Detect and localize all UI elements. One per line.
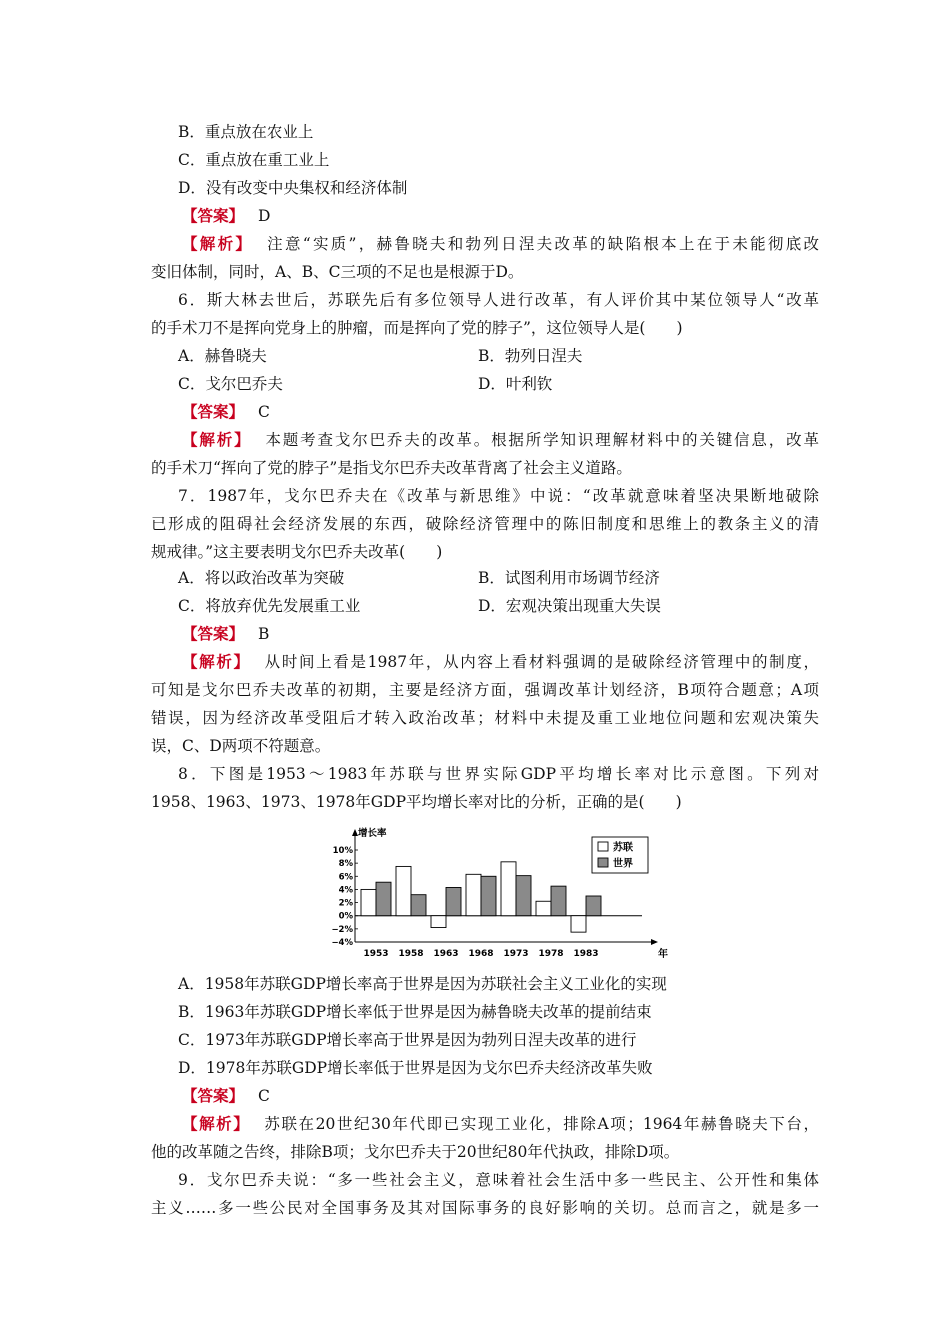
q8-option-d: D．1978年苏联GDP增长率低于世界是因为戈尔巴乔夫经济改革失败	[178, 1059, 653, 1077]
analysis-tag: 【解析】	[182, 652, 251, 671]
answer-tag: 【答案】	[182, 624, 245, 643]
bar-soviet	[501, 862, 516, 916]
q7-stem-line: 已形成的阻碍社会经济发展的东西，破除经济管理中的陈旧制度和思维上的教条主义的清	[151, 515, 819, 533]
y-tick-label: 4%	[338, 885, 353, 896]
q6-option-c: C．戈尔巴乔夫	[178, 375, 283, 393]
answer-tag: 【答案】	[182, 206, 245, 225]
y-tick-label: 6%	[338, 872, 353, 883]
x-axis-label: 年	[658, 949, 668, 960]
analysis-text: 苏联在20世纪30年代即已实现工业化，排除A项；1964年赫鲁晓夫下台，	[264, 1115, 819, 1133]
q7-stem-line: 7．1987年，戈尔巴乔夫在《改革与新思维》中说：“改革就意味着坚决果断地破除	[178, 487, 819, 505]
q7-analysis-line: 错误，因为经济改革受阻后才转入政治改革；材料中未提及重工业地位问题和宏观决策失	[151, 709, 819, 727]
x-tick-label: 1953	[363, 949, 389, 959]
bar-world	[586, 896, 601, 916]
bar-world	[516, 876, 531, 916]
answer-tag: 【答案】	[182, 1086, 245, 1105]
legend-label-world: 世界	[613, 858, 633, 870]
answer-value: C	[258, 1087, 270, 1105]
legend-label-soviet: 苏联	[613, 842, 633, 854]
q9-stem-line: 9．戈尔巴乔夫说：“多一些社会主义，意味着社会生活中多一些民主、公开性和集体	[178, 1171, 819, 1189]
y-tick-label: 8%	[338, 859, 353, 870]
bar-world	[446, 887, 461, 915]
q8-option-a: A．1958年苏联GDP增长率高于世界是因为苏联社会主义工业化的实现	[178, 975, 667, 993]
q6-option-a: A．赫鲁晓夫	[178, 347, 267, 365]
x-axis-arrow	[651, 939, 658, 945]
q5-answer	[182, 205, 270, 227]
q7-stem-line: 规戒律。”这主要表明戈尔巴乔夫改革( )	[151, 543, 443, 561]
analysis-tag: 【解析】	[182, 1114, 251, 1133]
q5-analysis-line: 变旧体制，同时，A、B、C三项的不足也是根源于D。	[151, 263, 524, 281]
q6-option-d: D．叶利钦	[478, 375, 553, 393]
q5-option-d: D．没有改变中央集权和经济体制	[178, 179, 408, 197]
q6-analysis-line	[182, 429, 819, 451]
y-tick-label: −4%	[331, 938, 353, 948]
q7-answer	[182, 623, 269, 645]
q7-option-b: B．试图利用市场调节经济	[478, 569, 660, 587]
q8-stem-line: 8．下图是1953～1983年苏联与世界实际GDP平均增长率对比示意图。下列对	[178, 765, 819, 783]
q5-option-c: C．重点放在重工业上	[178, 151, 330, 169]
q5-analysis-line	[182, 233, 819, 255]
bar-soviet	[361, 889, 376, 915]
gdp-growth-chart	[320, 820, 668, 960]
x-tick-label: 1978	[538, 949, 564, 959]
analysis-text: 从时间上看是1987年，从内容上看材料强调的是破除经济管理中的制度，	[264, 653, 819, 671]
q6-stem-line: 的手术刀不是挥向党身上的肿瘤，而是挥向了党的脖子”，这位领导人是( )	[151, 319, 683, 337]
bar-soviet	[396, 866, 411, 915]
answer-value: D	[258, 207, 271, 225]
bar-world	[411, 895, 426, 916]
q8-option-c: C．1973年苏联GDP增长率高于世界是因为勃列日涅夫改革的进行	[178, 1031, 637, 1049]
analysis-text: 本题考查戈尔巴乔夫的改革。根据所学知识理解材料中的关键信息，改革	[265, 431, 819, 449]
q6-option-b: B．勃列日涅夫	[478, 347, 583, 365]
q9-stem-line: 主义……多一些公民对全国事务及其对国际事务的良好影响的关切。总而言之，就是多一	[151, 1199, 819, 1217]
bar-soviet	[536, 901, 551, 915]
q7-analysis-line: 误，C、D两项不符题意。	[151, 737, 331, 755]
analysis-tag: 【解析】	[182, 234, 254, 253]
q7-analysis-line	[182, 651, 819, 673]
answer-value: B	[258, 625, 270, 643]
q8-answer	[182, 1085, 270, 1107]
bar-world	[481, 876, 496, 915]
bar-soviet	[571, 916, 586, 932]
x-tick-label: 1958	[398, 949, 424, 959]
q6-answer	[182, 401, 270, 423]
q7-option-c: C．将放弃优先发展重工业	[178, 597, 361, 615]
q8-stem-line: 1958、1963、1973、1978年GDP平均增长率对比的分析，正确的是( )	[151, 793, 682, 811]
bar-soviet	[466, 874, 481, 915]
x-tick-label: 1983	[573, 949, 599, 959]
q8-analysis-line: 他的改革随之告终，排除B项；戈尔巴乔夫于20世纪80年代执政，排除D项。	[151, 1143, 680, 1161]
x-tick-label: 1963	[433, 949, 459, 959]
y-axis-label: 增长率	[358, 828, 387, 839]
q6-analysis-line: 的手术刀“挥向了党的脖子”是指戈尔巴乔夫改革背离了社会主义道路。	[151, 459, 632, 477]
y-tick-label: −2%	[331, 924, 353, 935]
q5-option-b: B．重点放在农业上	[178, 123, 314, 141]
x-tick-label: 1973	[503, 949, 529, 959]
analysis-text: 注意“实质”，赫鲁晓夫和勃列日涅夫改革的缺陷根本上在于未能彻底改	[267, 235, 819, 253]
q7-option-d: D．宏观决策出现重大失误	[478, 597, 661, 615]
analysis-tag: 【解析】	[182, 430, 252, 449]
bar-world	[551, 886, 566, 916]
q8-analysis-line	[182, 1113, 819, 1135]
legend-swatch-soviet	[598, 842, 608, 851]
bar-soviet	[431, 916, 446, 928]
q7-option-a: A．将以政治改革为突破	[178, 569, 345, 587]
q6-stem-line: 6．斯大林去世后，苏联先后有多位领导人进行改革，有人评价其中某位领导人“改革	[178, 291, 819, 309]
q8-option-b: B．1963年苏联GDP增长率低于世界是因为赫鲁晓夫改革的提前结束	[178, 1003, 652, 1021]
y-tick-label: 2%	[338, 898, 353, 909]
answer-tag: 【答案】	[182, 402, 245, 421]
y-tick-label: 10%	[332, 846, 353, 856]
bar-world	[376, 882, 391, 916]
legend-swatch-world	[598, 858, 608, 867]
y-tick-label: 0%	[338, 911, 353, 922]
q7-analysis-line: 可知是戈尔巴乔夫改革的初期，主要是经济方面，强调改革计划经济，B项符合题意；A项	[151, 681, 819, 699]
x-tick-label: 1968	[468, 949, 494, 959]
answer-value: C	[258, 403, 270, 421]
